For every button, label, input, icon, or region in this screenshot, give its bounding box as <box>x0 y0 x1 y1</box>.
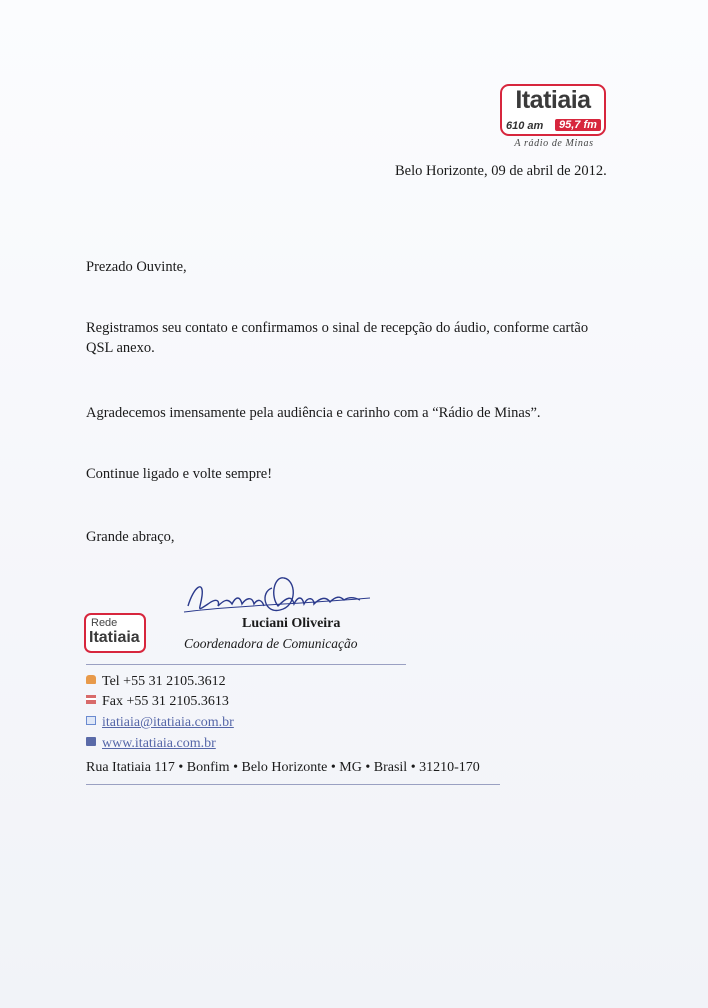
signer-role: Coordenadora de Comunicação <box>184 636 358 651</box>
contact-website <box>86 735 216 753</box>
contact-fax <box>86 693 229 711</box>
letter-paragraph-3: Continue ligado e volte sempre! <box>86 466 273 482</box>
letter-greeting: Prezado Ouvinte, <box>86 259 187 275</box>
handwritten-signature <box>180 566 380 618</box>
email-icon <box>86 716 96 725</box>
signer-name: Luciani Oliveira <box>242 616 341 631</box>
letter-paragraph-1: Registramos seu contato e confirmamos o sinal de recepção do áudio, conforme cartão QSL anexo. <box>86 320 589 356</box>
logo-fm-frequency: 95,7 fm <box>555 119 601 131</box>
logo-am-frequency: 610 am <box>506 120 544 132</box>
postal-address: Rua Itatiaia 117 • Bonfim • Belo Horizonte • MG • Brasil • 31210-170 <box>86 760 480 775</box>
rede-logo-bottom: Itatiaia <box>89 629 140 646</box>
website-link[interactable]: www.itatiaia.com.br <box>102 736 216 751</box>
logo-tagline: A rádio de Minas <box>514 138 594 149</box>
contact-phone <box>86 673 226 691</box>
divider-top <box>86 664 406 665</box>
letter-paragraph-2: Agradecemos imensamente pela audiência e carinho com a “Rádio de Minas”. <box>86 405 541 421</box>
phone-icon <box>86 675 96 684</box>
fax-number: Fax +55 31 2105.3613 <box>102 694 229 709</box>
letter-date: Belo Horizonte, 09 de abril de 2012. <box>395 163 607 179</box>
rede-itatiaia-logo <box>84 613 146 653</box>
fax-icon <box>86 695 96 704</box>
email-link[interactable]: itatiaia@itatiaia.com.br <box>102 715 234 730</box>
contact-email <box>86 714 234 732</box>
logo-name: Itatiaia <box>515 86 591 114</box>
monitor-icon <box>86 737 96 746</box>
rede-logo-top: Rede <box>91 617 118 629</box>
divider-bottom <box>86 784 500 785</box>
phone-number: Tel +55 31 2105.3612 <box>102 674 226 689</box>
letter-closing: Grande abraço, <box>86 529 175 545</box>
itatiaia-logo <box>500 84 608 138</box>
